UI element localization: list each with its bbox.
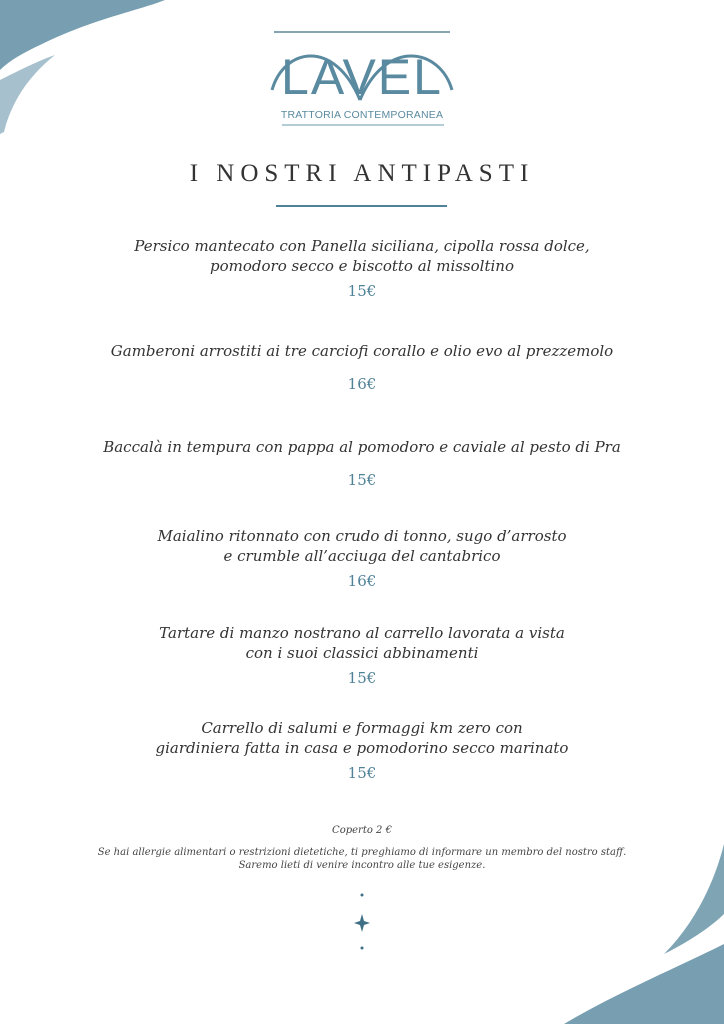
logo-name: LAVEL (281, 49, 443, 105)
section-title: I NOSTRI ANTIPASTI (189, 160, 535, 187)
restaurant-logo (264, 28, 460, 128)
brush-stroke-top-left (0, 0, 180, 140)
menu-item (0, 623, 724, 687)
item-price: 15€ (347, 282, 377, 300)
item-description: con i suoi classici abbinamenti (245, 644, 479, 662)
menu-item (0, 341, 724, 393)
menu-item (0, 437, 724, 489)
item-description: Tartare di manzo nostrano al carrello lavorata a vista (159, 624, 565, 642)
item-description: Maialino ritonnato con crudo di tonno, sugo d’arrosto (157, 527, 567, 545)
menu-item (0, 526, 724, 590)
cover-charge: Coperto 2 € (332, 825, 392, 836)
title-divider (276, 205, 447, 207)
menu-item (0, 236, 724, 300)
logo-subtitle: TRATTORIA CONTEMPORANEA (280, 109, 444, 121)
menu-item (0, 718, 724, 782)
item-description: e crumble all’acciuga del cantabrico (223, 547, 501, 565)
item-price: 15€ (347, 471, 377, 489)
item-description: Persico mantecato con Panella siciliana, cipolla rossa dolce, (134, 237, 590, 255)
item-description: pomodoro secco e biscotto al missoltino (210, 257, 514, 275)
item-description: Gamberoni arrostiti ai tre carciofi corallo e olio evo al prezzemolo (110, 342, 614, 360)
allergy-note (0, 846, 724, 872)
allergy-note-line: Saremo lieti di venire incontro alle tue esigenze. (238, 860, 486, 871)
item-price: 16€ (347, 375, 377, 393)
item-price: 15€ (347, 669, 377, 687)
item-description: Baccalà in tempura con pappa al pomodoro e caviale al pesto di Pra (103, 438, 621, 456)
item-price: 16€ (347, 572, 377, 590)
item-description: Carrello di salumi e formaggi km zero con (201, 719, 523, 737)
item-price: 15€ (347, 764, 377, 782)
allergy-note-line: Se hai allergie alimentari o restrizioni dietetiche, ti preghiamo di informare un membro del nostro staff. (97, 847, 627, 858)
sparkle-ornament-icon (352, 890, 372, 954)
item-description: giardiniera fatta in casa e pomodorino secco marinato (155, 739, 569, 757)
